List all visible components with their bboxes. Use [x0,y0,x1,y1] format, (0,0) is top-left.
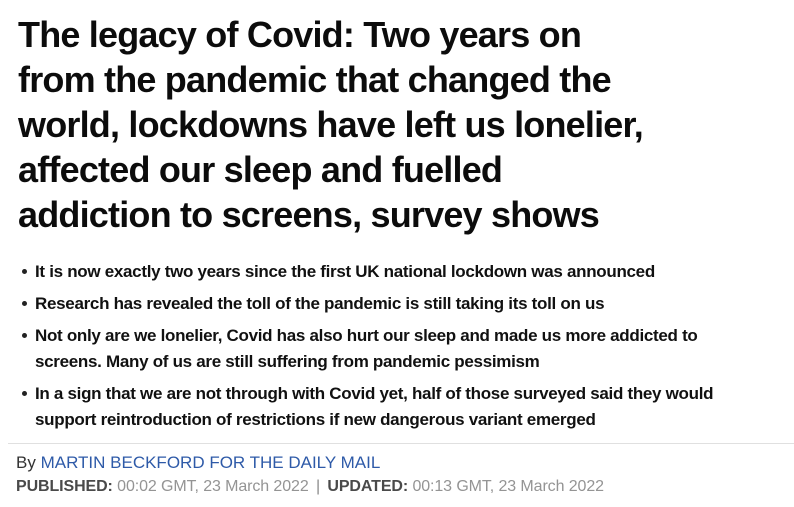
publication-meta [16,476,778,498]
updated-label: UPDATED: [327,478,409,495]
headline-line-2: from the pandemic that changed the [18,59,611,100]
headline-line-5: addiction to screens, survey shows [18,194,600,235]
key-point-item: Not only are we lonelier, Covid has also hurt our sleep and made us more addicted to screens. Many of us are still suffering from pandemic pessimism [35,323,740,375]
byline-prefix: By [16,453,41,472]
author-link[interactable]: MARTIN BECKFORD FOR THE DAILY MAIL [40,453,381,472]
published-value: 00:02 GMT, 23 March 2022 [112,478,313,495]
published-label: PUBLISHED: [16,478,113,495]
article-headline [18,12,778,237]
key-points-list [16,259,778,433]
key-point-item: Research has revealed the toll of the pandemic is still taking its toll on us [35,291,740,317]
headline-line-3: world, lockdowns have left us lonelier, [18,104,643,145]
headline-line-4: affected our sleep and fuelled [18,149,503,190]
meta-separator: | [315,478,321,495]
byline-divider [8,443,794,444]
updated-value: 00:13 GMT, 23 March 2022 [408,478,604,495]
key-point-item: In a sign that we are not through with Covid yet, half of those surveyed said they would support reintroduction of restrictions if new dangerous variant emerged [35,381,740,433]
key-point-item: It is now exactly two years since the first UK national lockdown was announced [35,259,740,285]
byline [16,452,778,474]
headline-line-1: The legacy of Covid: Two years on [18,14,582,55]
